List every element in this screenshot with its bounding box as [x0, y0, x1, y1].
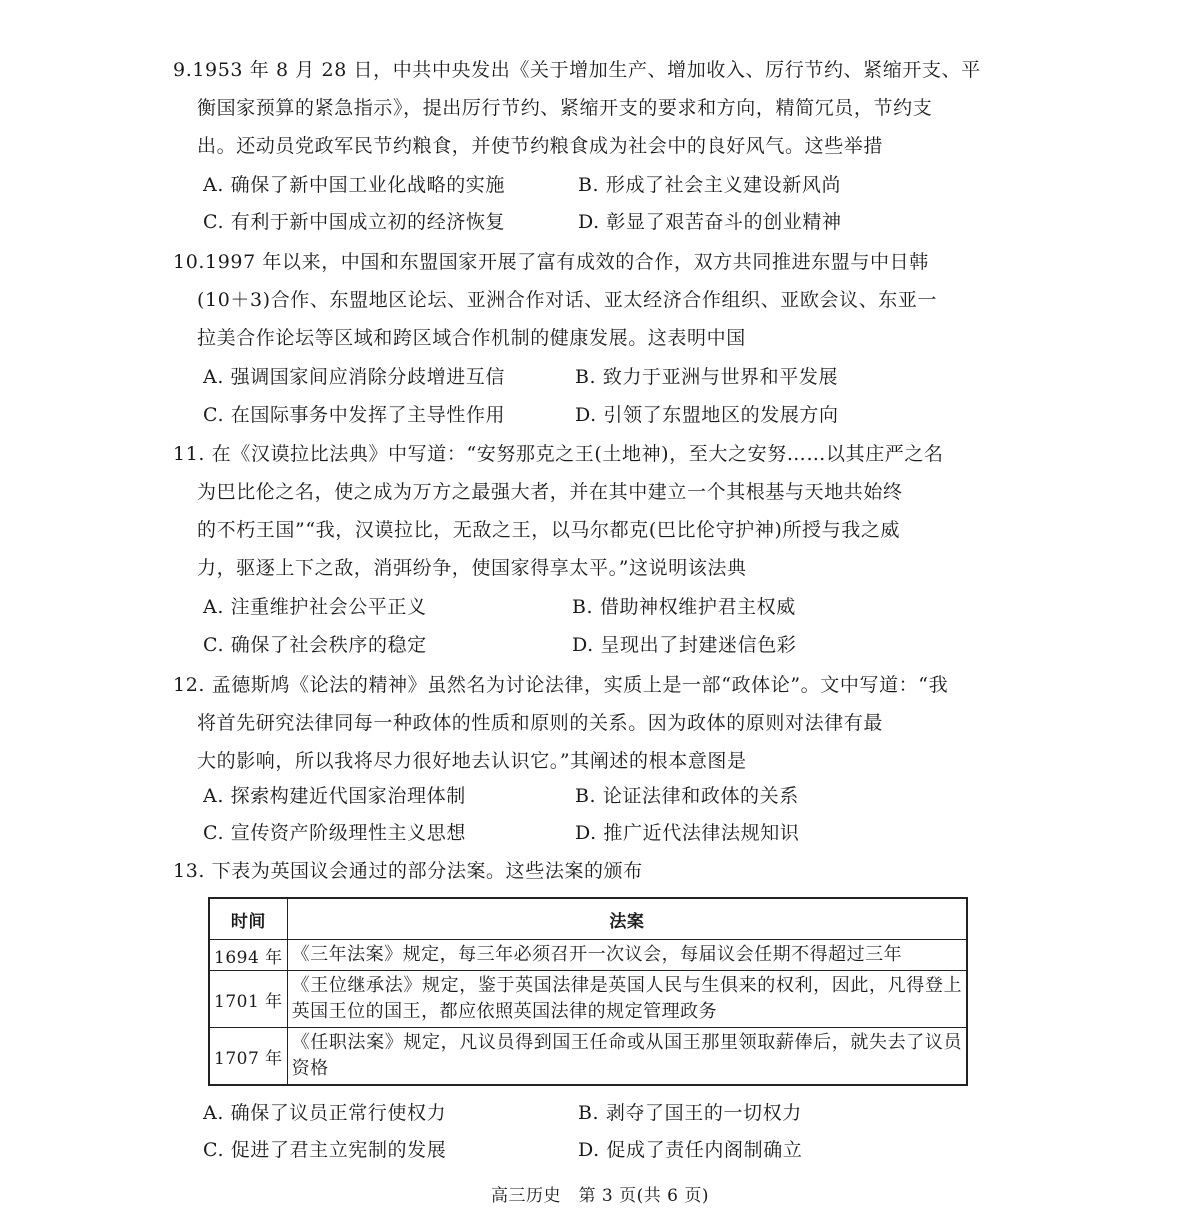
q10-option-c[interactable]: C. 在国际事务中发挥了主导性作用 [203, 404, 506, 426]
q11-stem-line-4: 力，驱逐上下之敌，消弭纷争，使国家得享太平。”这说明该法典 [197, 557, 747, 579]
law-table-header-row [209, 898, 967, 940]
q12-option-c[interactable]: C. 宣传资产阶级理性主义思想 [203, 822, 466, 844]
q11-stem-line-1: 11. 在《汉谟拉比法典》中写道：“安努那克之王(土地神)，至大之安努……以其庄严之名 [173, 443, 944, 465]
q13-option-b[interactable]: B. 剥夺了国王的一切权力 [578, 1102, 802, 1124]
q10-option-a[interactable]: A. 强调国家间应消除分歧增进互信 [203, 366, 506, 388]
q9-stem-line-2: 衡国家预算的紧急指示》，提出厉行节约、紧缩开支的要求和方向，精简冗员，节约支 [197, 97, 933, 119]
q10-stem-line-2: (10＋3)合作、东盟地区论坛、亚洲合作对话、亚太经济合作组织、亚欧会议、东亚一 [197, 289, 938, 311]
header-time: 时间 [209, 898, 287, 940]
q12-stem-line-1: 12. 孟德斯鸠《论法的精神》虽然名为讨论法律，实质上是一部“政体论”。文中写道：“我 [173, 674, 949, 696]
table-row [209, 940, 967, 971]
table-row [209, 971, 967, 1028]
q11-stem-line-2: 为巴比伦之名，使之成为万方之最强大者，并在其中建立一个其根基与天地共始终 [197, 481, 903, 503]
q9-stem-line-3: 出。还动员党政军民节约粮食，并使节约粮食成为社会中的良好风气。这些举措 [197, 135, 884, 157]
q10-option-d[interactable]: D. 引领了东盟地区的发展方向 [575, 404, 839, 426]
q11-option-a[interactable]: A. 注重维护社会公平正义 [203, 596, 427, 618]
q9-option-d[interactable]: D. 彰显了艰苦奋斗的创业精神 [578, 211, 842, 233]
row-content: 《三年法案》规定，每三年必须召开一次议会，每届议会任期不得超过三年 [287, 940, 967, 971]
header-law: 法案 [287, 898, 967, 940]
q10-option-b[interactable]: B. 致力于亚洲与世界和平发展 [575, 366, 839, 388]
row-content: 《任职法案》规定，凡议员得到国王任命或从国王那里领取薪俸后，就失去了议员资格 [287, 1028, 967, 1086]
q12-option-a[interactable]: A. 探索构建近代国家治理体制 [203, 785, 466, 807]
row-content: 《王位继承法》规定，鉴于英国法律是英国人民与生俱来的权利，因此，凡得登上英国王位的国王，都应依照英国法律的规定管理政务 [287, 971, 967, 1028]
q10-stem-line-3: 拉美合作论坛等区域和跨区域合作机制的健康发展。这表明中国 [197, 327, 746, 349]
q9-option-c[interactable]: C. 有利于新中国成立初的经济恢复 [203, 211, 506, 233]
row-year: 1694 年 [209, 940, 287, 971]
page-footer: 高三历史 第 3 页(共 6 页) [490, 1186, 709, 1206]
q13-stem-line-1: 13. 下表为英国议会通过的部分法案。这些法案的颁布 [173, 860, 643, 882]
row-year: 1707 年 [209, 1028, 287, 1086]
q9-option-a[interactable]: A. 确保了新中国工业化战略的实施 [203, 174, 506, 196]
row-year: 1701 年 [209, 971, 287, 1028]
q11-option-c[interactable]: C. 确保了社会秩序的稳定 [203, 634, 427, 656]
q13-option-a[interactable]: A. 确保了议员正常行使权力 [203, 1102, 447, 1124]
q11-option-b[interactable]: B. 借助神权维护君主权威 [572, 596, 796, 618]
q9-option-b[interactable]: B. 形成了社会主义建设新风尚 [578, 174, 842, 196]
q10-stem-line-1: 10.1997 年以来，中国和东盟国家开展了富有成效的合作，双方共同推进东盟与中日韩 [173, 251, 929, 273]
law-table [208, 897, 968, 1086]
q12-option-d[interactable]: D. 推广近代法律法规知识 [575, 822, 800, 844]
q11-option-d[interactable]: D. 呈现出了封建迷信色彩 [572, 634, 797, 656]
q13-option-c[interactable]: C. 促进了君主立宪制的发展 [203, 1139, 447, 1161]
q12-option-b[interactable]: B. 论证法律和政体的关系 [575, 785, 799, 807]
q11-stem-line-3: 的不朽王国”“我，汉谟拉比，无敌之王，以马尔都克(巴比伦守护神)所授与我之威 [197, 519, 901, 541]
q12-stem-line-3: 大的影响，所以我将尽力很好地去认识它。”其阐述的根本意图是 [197, 750, 747, 772]
q12-stem-line-2: 将首先研究法律同每一种政体的性质和原则的关系。因为政体的原则对法律有最 [197, 712, 884, 734]
q9-stem-line-1: 9.1953 年 8 月 28 日，中共中央发出《关于增加生产、增加收入、厉行节约、紧缩开支、平 [173, 59, 981, 81]
table-row [209, 1028, 967, 1086]
q13-option-d[interactable]: D. 促成了责任内阁制确立 [578, 1139, 803, 1161]
